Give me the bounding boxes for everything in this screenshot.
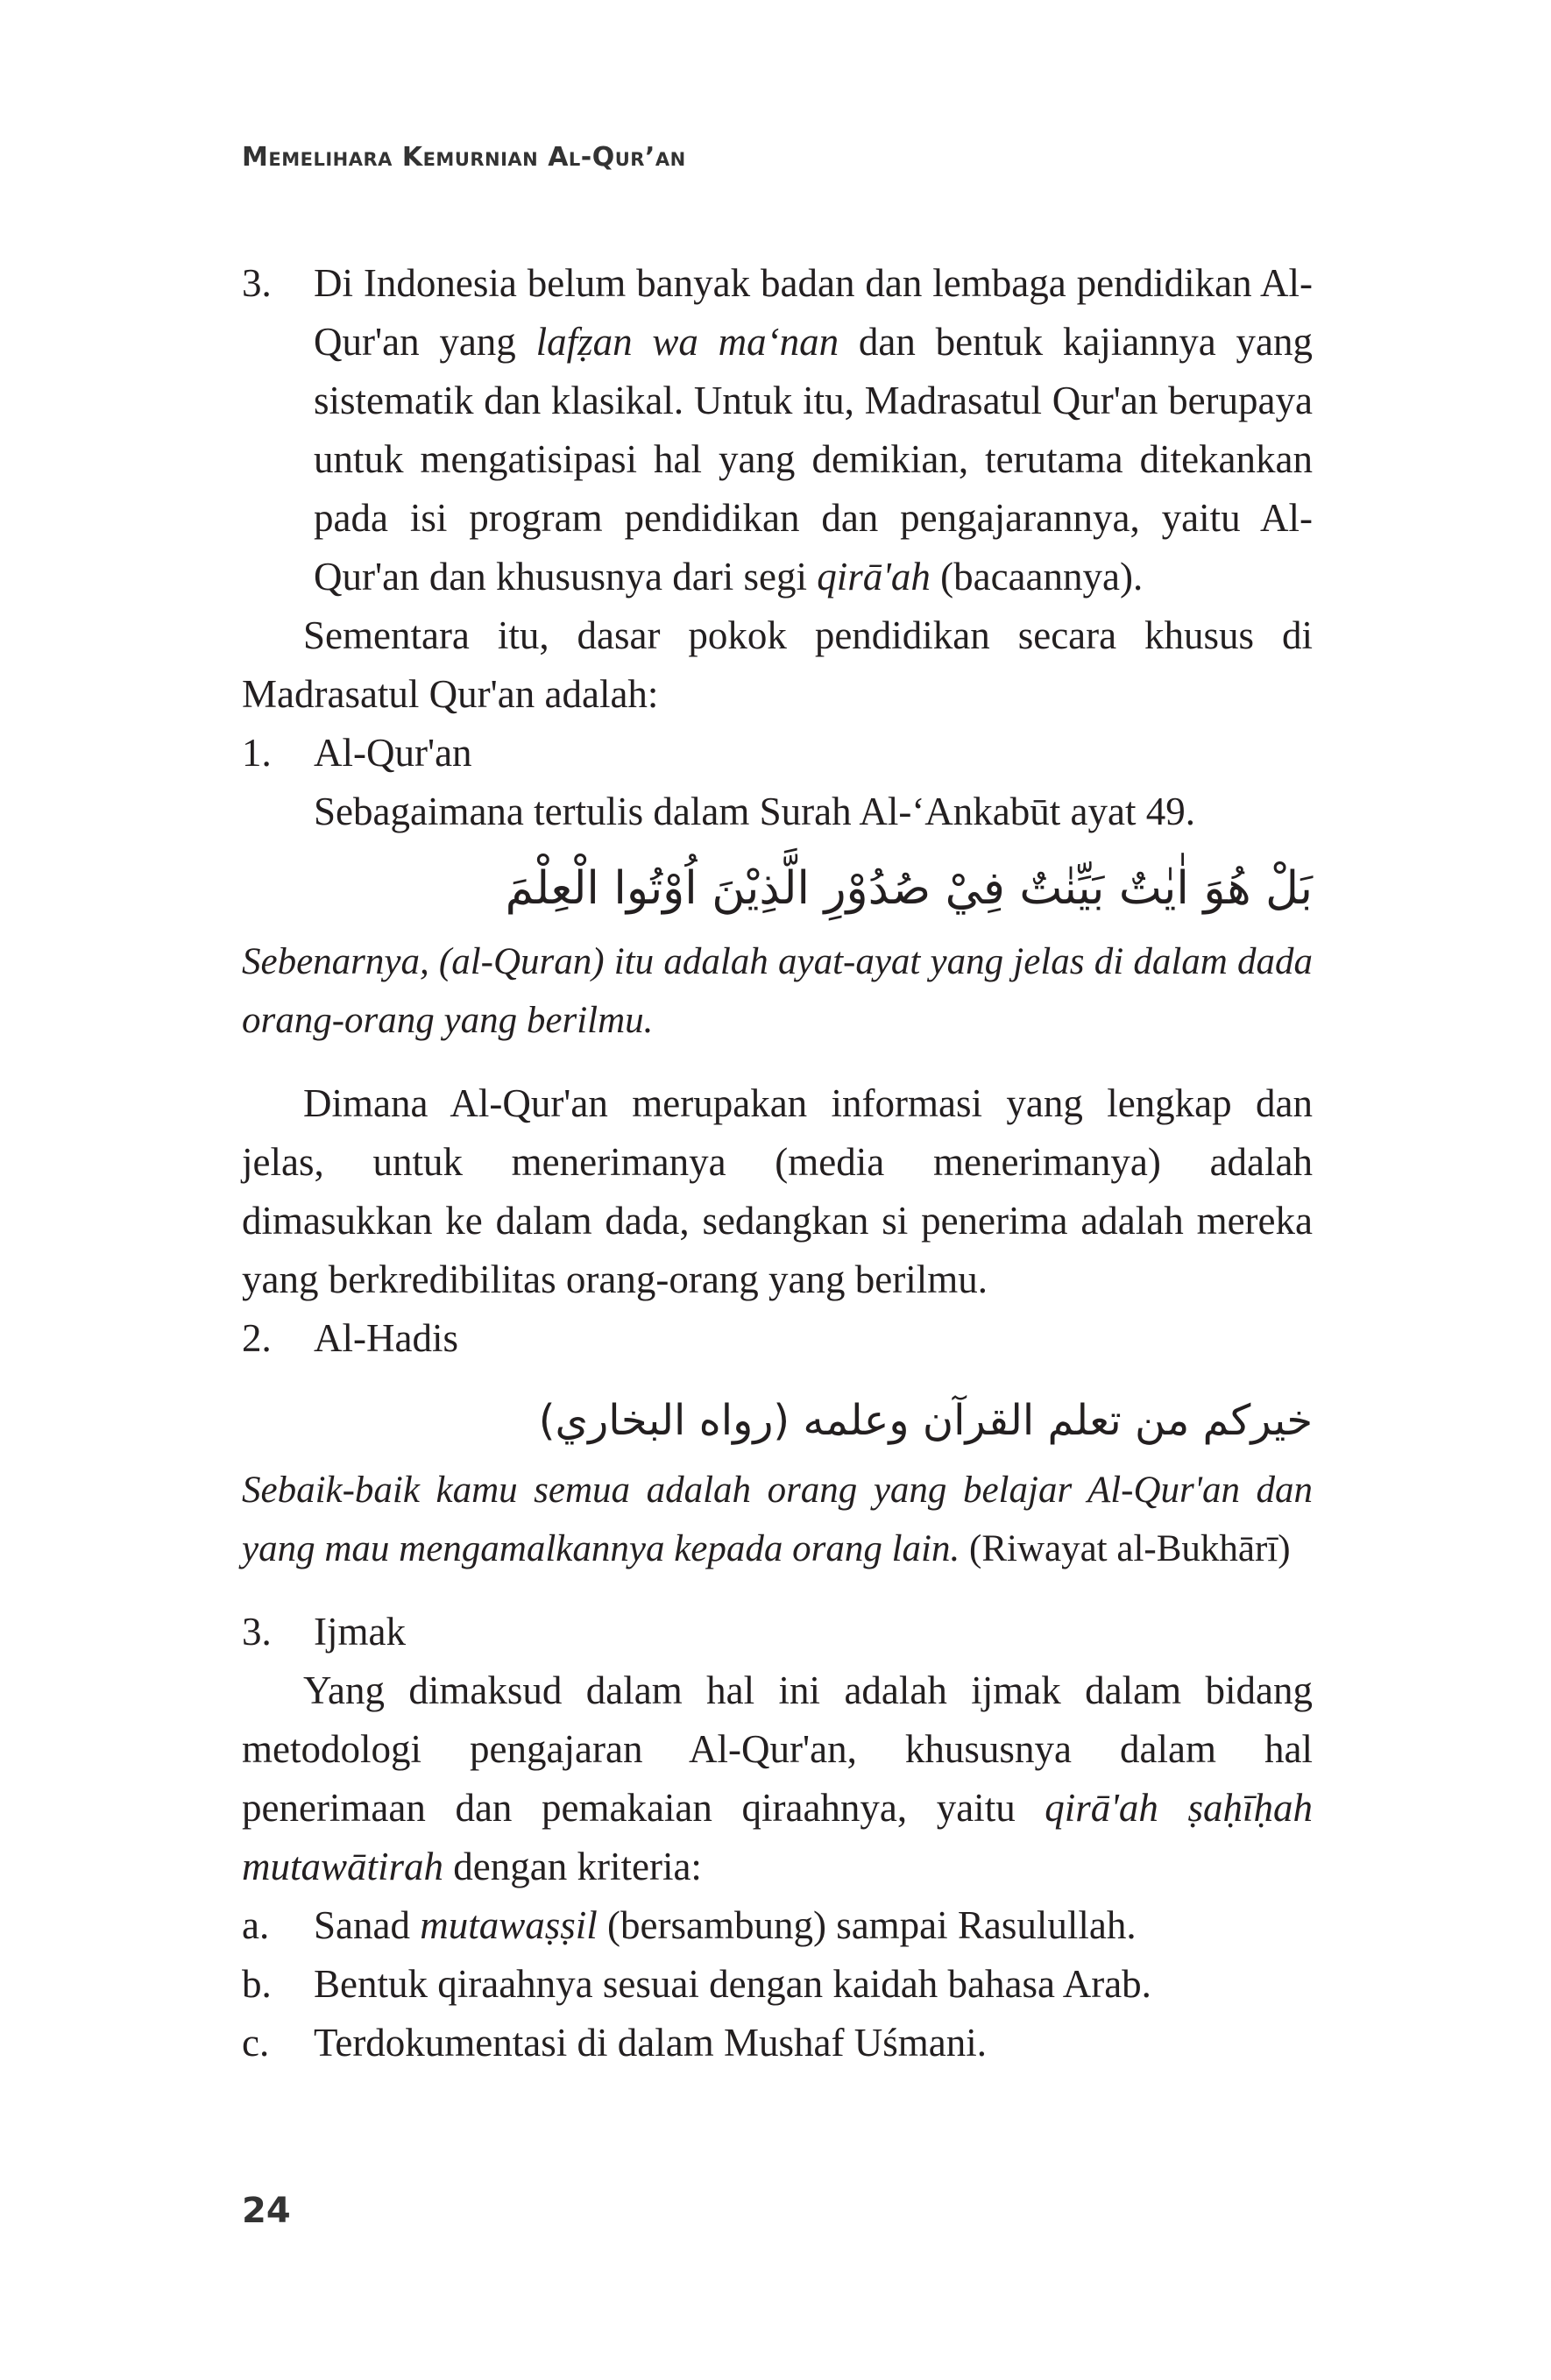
point-3-text (314, 254, 1313, 606)
list-item-basis-3 (242, 1603, 1313, 1661)
list-number: 1. (242, 731, 272, 775)
paragraph-explanation: Dimana Al-Qur'an merupakan informasi yang lengkap dan jelas, untuk menerimanya (media menerimanya) adalah dimasukkan ke dalam dada, sedangkan si penerima adalah mereka yang berkredibilitas orang-orang yang berilmu. (242, 1081, 1313, 1301)
criteria-item-b (242, 1955, 1313, 2014)
criteria-text (314, 1896, 1313, 1955)
criteria-item-a (242, 1896, 1313, 1955)
criteria-text: Bentuk qiraahnya sesuai dengan kaidah bahasa Arab. (314, 1962, 1151, 2006)
text-run: dan bentuk kajiannya yang sistematik dan klasikal. Untuk itu, Madrasatul Qur'an berupaya untuk mengatisipasi hal yang demikian, terutama ditekankan pada isi program pendidikan dan pengajarannya, yaitu Al-Qur'an dan khususnya dari segi (314, 320, 1313, 599)
page-body (242, 254, 1313, 2072)
section-title: Ijmak (314, 1610, 406, 1654)
list-number: 2. (242, 1316, 272, 1360)
running-header: Memelihara Kemurnian Al-Qur’an (242, 142, 686, 173)
text-run: Yang dimaksud dalam hal ini adalah ijmak dalam bidang metodologi pengajaran Al-Qur'an, khususnya dalam hal penerimaan dan pemakaian qiraahnya, yaitu (242, 1668, 1313, 1830)
list-letter: c. (242, 2021, 270, 2065)
italic-term: qirā'ah ṣaḥīḥah mutawātirah (242, 1786, 1314, 1888)
hadith-source: (Riwayat al-Bukhārī) (960, 1528, 1291, 1569)
list-letter: a. (242, 1903, 270, 1947)
list-item-basis-2 (242, 1309, 1313, 1368)
criteria-text: Terdokumentasi di dalam Mushaf Uśmani. (314, 2021, 987, 2065)
list-number: 3. (242, 1610, 272, 1654)
verse-translation: Sebenarnya, (al-Quran) itu adalah ayat-ayat yang jelas di dalam dada orang-orang yang berilmu. (242, 941, 1313, 1041)
italic-term: qirā'ah (817, 555, 931, 599)
text-run: Sanad (314, 1903, 421, 1947)
hadith-translation (242, 1461, 1313, 1578)
section-title: Al-Qur'an (314, 731, 472, 775)
italic-term: lafẓan wa ma‘nan (535, 320, 839, 364)
hadith-arabic: خيركم من تعلم القرآن وعلمه (رواه البخاري) (538, 1396, 1313, 1445)
paragraph-basis: Sementara itu, dasar pokok pendidikan secara khusus di Madrasatul Qur'an adalah: (242, 613, 1313, 716)
list-item-point-3 (242, 254, 1313, 606)
italic-term: mutawaṣṣil (420, 1903, 598, 1947)
list-letter: b. (242, 1962, 272, 2006)
translation-text: Sebaik-baik kamu semua adalah orang yang belajar Al-Qur'an dan yang mau mengamalkannya kepada orang lain. (242, 1470, 1313, 1569)
page-number: 24 (242, 2191, 291, 2231)
quran-intro: Sebagaimana tertulis dalam Surah Al-‘Ankabūt ayat 49. (314, 790, 1195, 833)
text-run: Di Indonesia belum banyak badan dan lembaga pendidikan Al-Qur'an yang (314, 261, 1313, 364)
text-run: dengan kriteria: (443, 1845, 702, 1888)
section-title: Al-Hadis (314, 1316, 458, 1360)
list-item-basis-1 (242, 724, 1313, 783)
text-run: (bersambung) sampai Rasulullah. (597, 1903, 1137, 1947)
list-number: 3. (242, 261, 272, 305)
text-run: (bacaannya). (930, 555, 1144, 599)
criteria-item-c (242, 2014, 1313, 2072)
paragraph-ijmak (242, 1661, 1313, 1896)
quran-verse-arabic: بَلْ هُوَ اٰيٰتٌ بَيِّنٰتٌ فِيْ صُدُوْرِ الَّذِيْنَ اُوْتُوا الْعِلْمَ (505, 862, 1313, 915)
